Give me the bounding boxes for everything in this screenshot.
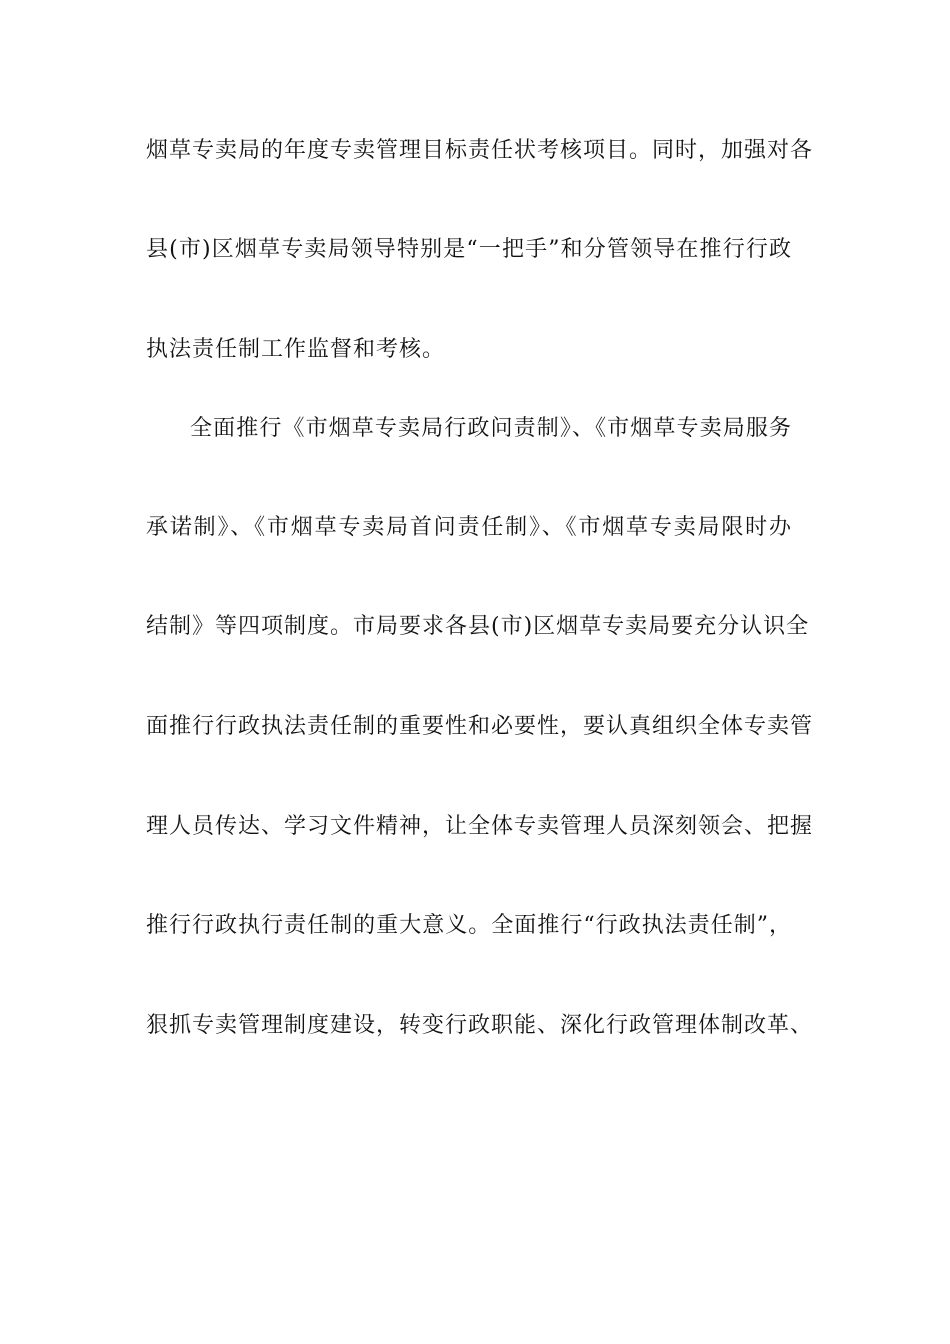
text-line-1: 烟草专卖局的年度专卖管理目标责任状考核项目。同时，加强对各 <box>146 138 814 163</box>
text-line-10: 狠抓专卖管理制度建设，转变行政职能、深化行政管理体制改革、 <box>146 1013 814 1038</box>
text-line-7: 面推行行政执法责任制的重要性和必要性，要认真组织全体专卖管 <box>146 714 814 739</box>
text-line-5: 承诺制》、《市烟草专卖局首问责任制》、《市烟草专卖局限时办 <box>146 515 792 540</box>
text-line-8: 理人员传达、学习文件精神，让全体专卖管理人员深刻领会、把握 <box>146 814 814 839</box>
text-line-2: 县(市)区烟草专卖局领导特别是“一把手”和分管领导在推行行政 <box>146 237 792 262</box>
text-line-9: 推行行政执行责任制的重大意义。全面推行“行政执法责任制”， <box>146 913 792 938</box>
text-line-3: 执法责任制工作监督和考核。 <box>146 337 446 362</box>
text-line-4: 全面推行《市烟草专卖局行政问责制》、《市烟草专卖局服务 <box>190 416 792 441</box>
text-line-6: 结制》等四项制度。市局要求各县(市)区烟草专卖局要充分认识全 <box>146 614 810 639</box>
